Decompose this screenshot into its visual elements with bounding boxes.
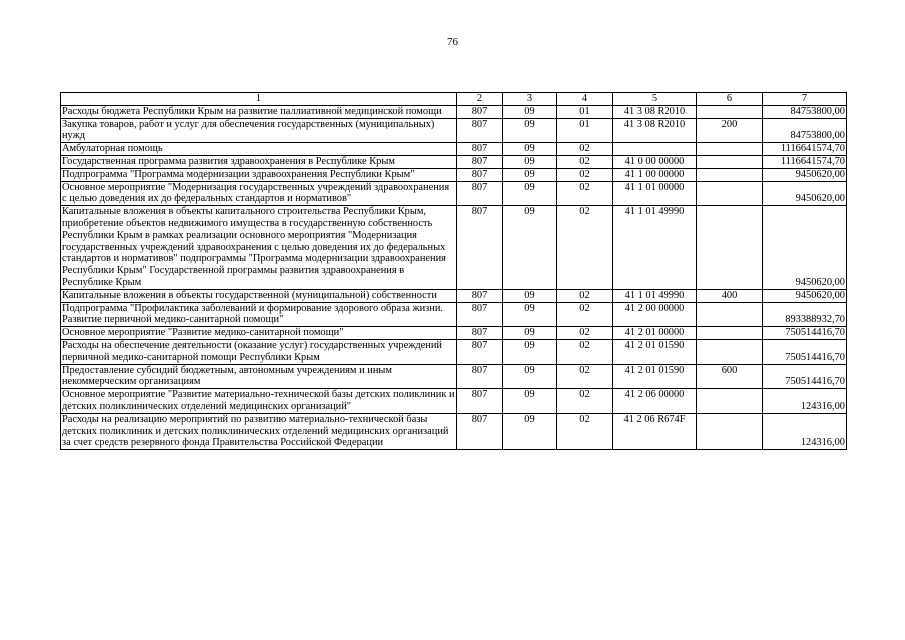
table-row	[61, 339, 847, 364]
row-admin-code: 807	[457, 289, 503, 302]
table-row	[61, 327, 847, 340]
row-section: 09	[503, 289, 557, 302]
row-name: Основное мероприятие "Модернизация государственных учреждений здравоохранения с целью доведения их до федеральных стандартов и нормативов"	[61, 181, 457, 206]
row-expense-type	[697, 181, 763, 206]
row-admin-code: 807	[457, 105, 503, 118]
row-target-article: 41 3 08 R2010	[613, 105, 697, 118]
row-subsection: 02	[557, 181, 613, 206]
row-expense-type: 400	[697, 289, 763, 302]
table-row	[61, 143, 847, 156]
row-expense-type: 200	[697, 118, 763, 143]
row-target-article: 41 2 01 01590	[613, 364, 697, 389]
row-name: Амбулаторная помощь	[61, 143, 457, 156]
row-expense-type	[697, 389, 763, 414]
row-admin-code: 807	[457, 364, 503, 389]
row-name: Основное мероприятие "Развитие материально-технической базы детских поликлиник и детских поликлинических отделений медицинских организаций"	[62, 389, 455, 412]
row-amount: 84753800,00	[763, 118, 847, 143]
row-amount: 750514416,70	[763, 327, 847, 340]
row-section: 09	[503, 155, 557, 168]
row-name: Расходы на реализацию мероприятий по развитию материально-технической базы детских поликлиник и детских поликлинических отделений медицинских организаций за счет средств резервного фонда Правительства Российской Федерации	[61, 413, 457, 449]
row-amount: 1116641574,70	[763, 143, 847, 156]
row-admin-code: 807	[457, 327, 503, 340]
header-row	[61, 93, 847, 106]
header-col-5: 5	[613, 93, 697, 106]
table-row	[61, 105, 847, 118]
row-subsection: 02	[557, 327, 613, 340]
row-section: 09	[503, 181, 557, 206]
row-subsection: 02	[557, 339, 613, 364]
row-target-article: 41 2 00 00000	[613, 302, 697, 327]
table-header	[61, 93, 847, 106]
row-amount: 750514416,70	[763, 364, 847, 389]
budget-table	[60, 92, 847, 450]
row-amount: 1116641574,70	[763, 155, 847, 168]
row-subsection: 02	[557, 168, 613, 181]
row-expense-type	[697, 327, 763, 340]
row-amount: 124316,00	[763, 389, 847, 414]
row-amount: 9450620,00	[763, 289, 847, 302]
row-target-article: 41 1 01 49990	[613, 289, 697, 302]
row-amount: 750514416,70	[763, 339, 847, 364]
row-name: Капитальные вложения в объекты капитального строительства Республики Крым, приобретение объектов недвижимого имущества в государственную собственность Республики Крым в рамках реализации основного мероприятия "Модернизация государственных учреждений здравоохранения с целью доведения их до федеральных стандартов и нормативов" подпрограммы "Программа модернизации здравоохранения Республики Крым" Государственной программы развития здравоохранения в Республике Крым	[61, 206, 457, 290]
row-section: 09	[503, 413, 557, 449]
row-expense-type	[697, 168, 763, 181]
table-row	[61, 168, 847, 181]
row-name: Капитальные вложения в объекты государственной (муниципальной) собственности	[61, 289, 457, 302]
row-admin-code: 807	[457, 389, 503, 414]
row-target-article: 41 3 08 R2010	[613, 118, 697, 143]
row-target-article: 41 2 06 R674F	[613, 413, 697, 449]
row-section: 09	[503, 118, 557, 143]
table-row	[61, 289, 847, 302]
row-target-article: 41 2 01 01590	[613, 339, 697, 364]
row-expense-type	[697, 413, 763, 449]
row-target-article: 41 1 01 00000	[613, 181, 697, 206]
table-row	[61, 118, 847, 143]
header-col-4: 4	[557, 93, 613, 106]
row-admin-code: 807	[457, 181, 503, 206]
row-subsection: 01	[557, 105, 613, 118]
row-amount: 9450620,00	[763, 181, 847, 206]
row-name: Основное мероприятие "Развитие медико-санитарной помощи"	[61, 327, 457, 340]
row-section: 09	[503, 143, 557, 156]
row-subsection: 02	[557, 289, 613, 302]
row-subsection: 02	[557, 143, 613, 156]
table-row	[61, 206, 847, 290]
row-amount: 893388932,70	[763, 302, 847, 327]
header-col-6: 6	[697, 93, 763, 106]
table-row	[61, 302, 847, 327]
row-admin-code: 807	[457, 413, 503, 449]
row-name: Подпрограмма "Программа модернизации здравоохранения Республики Крым"	[61, 168, 457, 181]
row-subsection: 02	[557, 364, 613, 389]
row-amount: 9450620,00	[763, 206, 847, 290]
row-admin-code: 807	[457, 206, 503, 290]
table-body	[61, 105, 847, 449]
row-name: Расходы на обеспечение деятельности (оказание услуг) государственных учреждений первичной медико-санитарной помощи Республики Крым	[61, 339, 457, 364]
row-name: Предоставление субсидий бюджетным, автономным учреждениям и иным некоммерческим организациям	[61, 364, 457, 389]
row-expense-type	[697, 302, 763, 327]
row-target-article: 41 1 00 00000	[613, 168, 697, 181]
row-amount: 84753800,00	[763, 105, 847, 118]
row-name: Расходы бюджета Республики Крым на развитие паллиативной медицинской помощи	[61, 105, 457, 118]
row-subsection: 02	[557, 206, 613, 290]
row-section: 09	[503, 389, 557, 414]
row-section: 09	[503, 302, 557, 327]
row-section: 09	[503, 105, 557, 118]
row-target-article: 41 2 06 00000	[613, 389, 697, 414]
row-amount: 124316,00	[763, 413, 847, 449]
row-target-article: 41 2 01 00000	[613, 327, 697, 340]
row-expense-type	[697, 339, 763, 364]
row-name: Государственная программа развития здравоохранения в Республике Крым	[61, 155, 457, 168]
row-target-article: 41 1 01 49990	[613, 206, 697, 290]
row-target-article	[613, 143, 697, 156]
header-col-3: 3	[503, 93, 557, 106]
table-row	[61, 389, 847, 414]
row-admin-code: 807	[457, 168, 503, 181]
row-section: 09	[503, 364, 557, 389]
table-row	[61, 155, 847, 168]
row-admin-code: 807	[457, 143, 503, 156]
row-admin-code: 807	[457, 118, 503, 143]
row-target-article: 41 0 00 00000	[613, 155, 697, 168]
row-expense-type	[697, 206, 763, 290]
table-row	[61, 364, 847, 389]
row-section: 09	[503, 339, 557, 364]
row-admin-code: 807	[457, 339, 503, 364]
row-amount: 9450620,00	[763, 168, 847, 181]
header-col-1: 1	[61, 93, 457, 106]
row-section: 09	[503, 206, 557, 290]
row-section: 09	[503, 327, 557, 340]
row-subsection: 02	[557, 389, 613, 414]
row-subsection: 02	[557, 413, 613, 449]
row-subsection: 01	[557, 118, 613, 143]
row-subsection: 02	[557, 302, 613, 327]
row-admin-code: 807	[457, 155, 503, 168]
table-row	[61, 413, 847, 449]
row-expense-type: 600	[697, 364, 763, 389]
row-subsection: 02	[557, 155, 613, 168]
row-expense-type	[697, 143, 763, 156]
header-col-7: 7	[763, 93, 847, 106]
row-expense-type	[697, 155, 763, 168]
row-section: 09	[503, 168, 557, 181]
row-name: Закупка товаров, работ и услуг для обеспечения государственных (муниципальных) нужд	[61, 118, 457, 143]
table-row	[61, 181, 847, 206]
row-expense-type	[697, 105, 763, 118]
header-col-2: 2	[457, 93, 503, 106]
row-admin-code: 807	[457, 302, 503, 327]
page-number: 76	[447, 36, 458, 48]
row-name: Подпрограмма "Профилактика заболеваний и формирование здорового образа жизни. Развитие первичной медико-санитарной помощи"	[61, 302, 457, 327]
